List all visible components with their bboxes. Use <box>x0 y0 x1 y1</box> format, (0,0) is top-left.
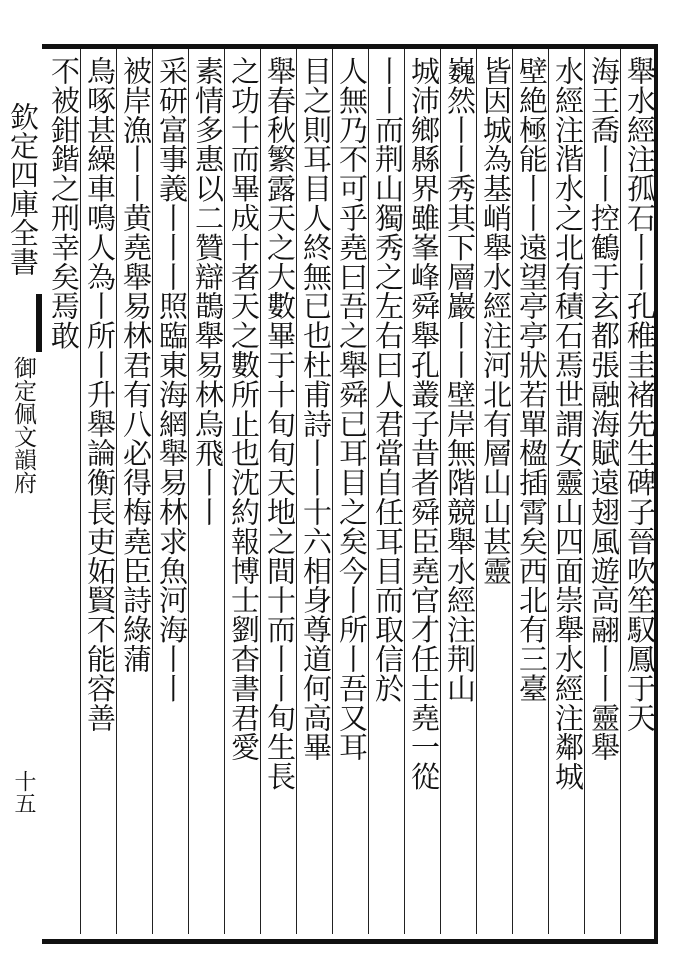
text-column: 采研富事義丨丨丨照臨東海網舉易林求魚河海丨丨 <box>155 56 189 703</box>
text-column: 海王喬丨丨控鶴于玄都張融海賦遠翅風遊高翮丨丨靈舉 <box>587 56 621 762</box>
text-column: 丨丨而荆山獨秀之左右曰人君當自任耳目而取信於 <box>371 56 405 703</box>
page-margin <box>0 44 42 934</box>
text-column: 水經注湝水之北有積石焉世謂女靈山四面崇舉水經注鄰城 <box>551 56 585 791</box>
text-column: 鳥啄甚繰車鳴人為丨所丨升舉論衡長吏妬賢不能容善 <box>83 56 117 733</box>
text-column: 人無乃不可乎堯曰吾之舉舜已耳目之矣今丨所丨吾又耳 <box>335 56 369 762</box>
text-column: 舉水經注孤石丨丨孔稚圭褚先生碑子晉吹笙馭鳳于天 <box>623 56 657 733</box>
text-column: 不被鉗鍇之刑幸矣焉敢 <box>47 56 81 350</box>
book-title: 御定佩文韻府 <box>10 356 36 494</box>
page-number: 十五 <box>11 770 36 814</box>
text-column: 巍然丨丨秀其下層巖丨丨壁岸無階競舉水經注荆山 <box>443 56 477 703</box>
text-column: 皆因城為基峭舉水經注河北有層山山甚靈 <box>479 56 513 586</box>
text-column: 壁絶極能丨丨遠望亭亭狀若單楹插霄矣西北有三臺 <box>515 56 549 703</box>
text-column: 城沛鄉縣界雖峯峰舜舉孔叢子昔者舜臣堯官才任士堯一從 <box>407 56 441 791</box>
text-column: 被岸漁丨丨黄堯舉易林君有八必得梅堯臣詩綠蒲 <box>119 56 153 674</box>
text-column: 素情多惠以二贊辯鵲舉易林烏飛丨丨 <box>191 56 225 527</box>
collection-title: 欽定四庫全書 <box>6 102 40 276</box>
text-column: 目之則耳目人終無已也杜甫詩丨丨十六相身尊道何高畢 <box>299 56 333 762</box>
text-column: 舉春秋繁露天之大數畢于十旬旬天地之間十而丨丨旬生長 <box>263 56 297 791</box>
text-column: 之功十而畢成十者天之數所止也沈約報博士劉杳書君愛 <box>227 56 261 762</box>
